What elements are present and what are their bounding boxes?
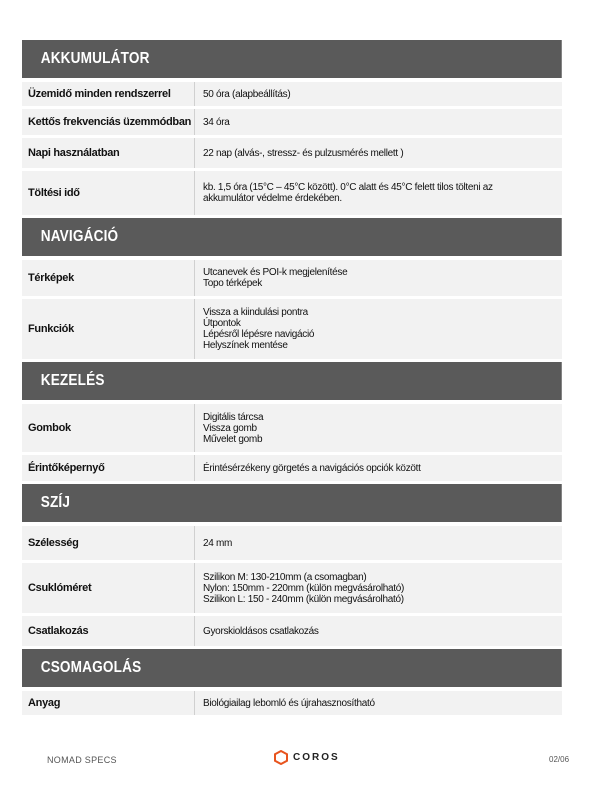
section-header-navigation: NAVIGÁCIÓ [22,218,562,256]
spec-value: Érintésérzékeny görgetés a navigációs opciók között [194,455,562,481]
spec-value: Gyorskioldásos csatlakozás [194,616,562,646]
page-number: 02/06 [549,755,570,764]
spec-value: Biológiailag lebomló és újrahasznosítható [194,691,562,715]
spec-label: Töltési idő [28,187,80,199]
spec-row [22,563,562,613]
spec-value: Szilikon M: 130-210mm (a csomagban) Nylon: 150mm - 220mm (külön megvásárolható) Szilikon L: 150 - 240mm (külön megvásárolható) [194,563,562,613]
spec-value: 34 óra [194,109,562,135]
spec-row [22,691,562,715]
spec-row [22,616,562,646]
spec-value: Vissza a kiindulási pontra Útpontok Lépésről lépésre navigáció Helyszínek mentése [194,299,562,359]
spec-label: Csatlakozás [28,625,89,637]
footer-doc-title: NOMAD SPECS [47,755,117,765]
spec-row [22,138,562,168]
spec-value: Digitális tárcsa Vissza gomb Művelet gomb [194,404,562,452]
spec-label: Térképek [28,272,74,284]
spec-label: Érintőképernyő [28,462,105,474]
spec-value: 22 nap (alvás-, stressz- és pulzusmérés mellett ) [194,138,562,168]
spec-row [22,82,562,106]
spec-row [22,260,562,296]
section-header-packaging: CSOMAGOLÁS [22,649,562,687]
spec-value: 24 mm [194,526,562,560]
spec-label: Funkciók [28,323,74,335]
section-header-strap: SZÍJ [22,484,562,522]
spec-label: Napi használatban [28,147,120,159]
spec-table [22,40,562,718]
spec-label: Szélesség [28,537,79,549]
spec-row [22,526,562,560]
spec-value: 50 óra (alapbeállítás) [194,82,562,106]
section-header-battery: AKKUMULÁTOR [22,40,562,78]
spec-row [22,404,562,452]
spec-label: Kettős frekvenciás üzemmódban [28,116,192,128]
spec-row [22,299,562,359]
spec-label: Csuklóméret [28,582,92,594]
spec-label: Gombok [28,422,71,434]
spec-label: Anyag [28,697,61,709]
spec-label: Üzemidő minden rendszerrel [28,88,171,100]
spec-value: kb. 1,5 óra (15°C – 45°C között). 0°C alatt és 45°C felett tilos tölteni az akkumulátor védelme érdekében. [194,171,562,215]
spec-row [22,455,562,481]
section-header-controls: KEZELÉS [22,362,562,400]
spec-row [22,109,562,135]
spec-value: Utcanevek és POI-k megjelenítése Topo térképek [194,260,562,296]
coros-wordmark: COROS [293,752,340,763]
spec-row [22,171,562,215]
coros-hexagon-icon [274,750,288,765]
coros-logo [274,750,340,765]
